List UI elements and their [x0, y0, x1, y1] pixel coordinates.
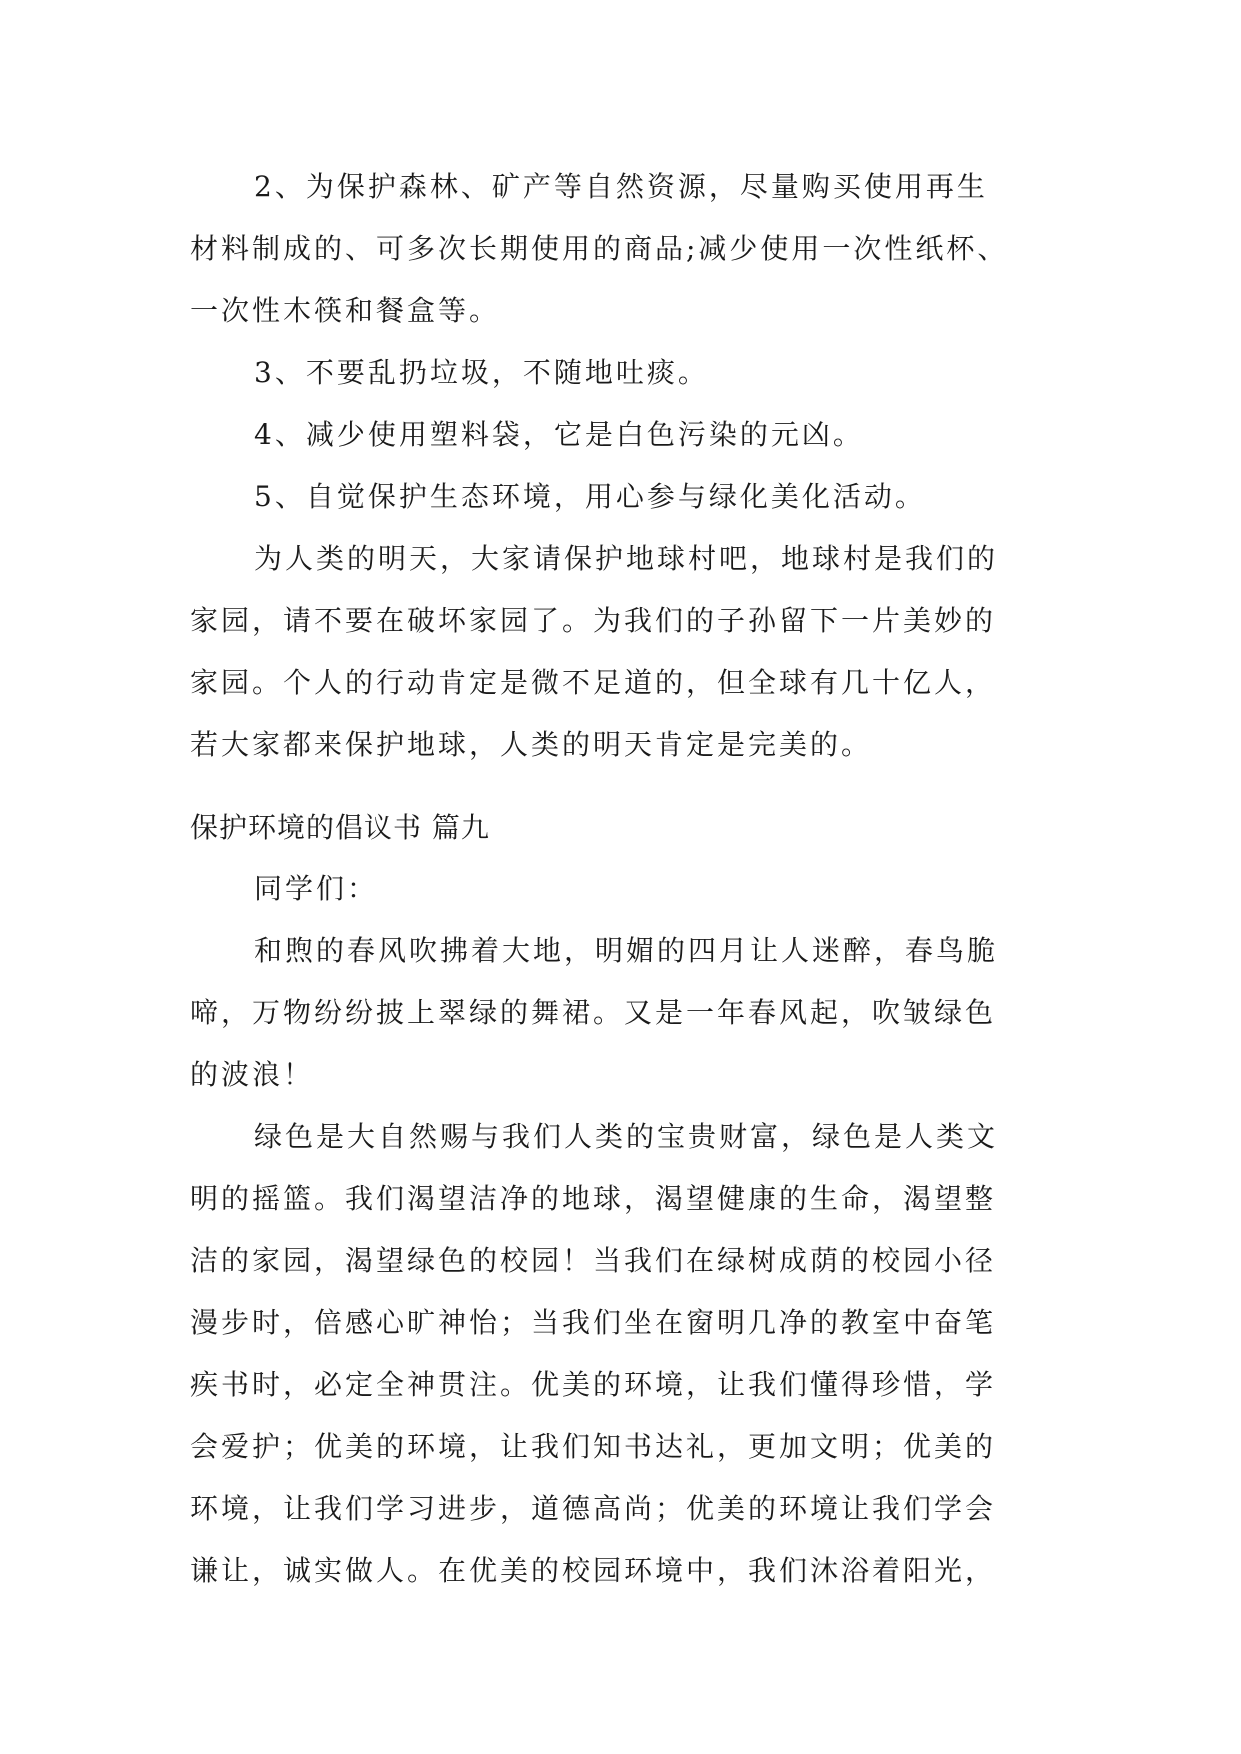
section-heading: 保护环境的倡议书 篇九 [190, 811, 490, 844]
paragraph-line: 材料制成的、可多次长期使用的商品;减少使用一次性纸杯、 [190, 232, 1009, 265]
paragraph-line: 4、减少使用塑料袋，它是白色污染的元凶。 [254, 418, 864, 451]
paragraph-line: 明的摇篮。我们渴望洁净的地球，渴望健康的生命，渴望整 [190, 1182, 997, 1215]
paragraph-line: 3、不要乱扔垃圾，不随地吐痰。 [254, 356, 709, 389]
paragraph-line: 谦让，诚实做人。在优美的校园环境中，我们沐浴着阳光， [190, 1554, 997, 1587]
paragraph-line: 和煦的春风吹拂着大地，明媚的四月让人迷醉，春鸟脆 [254, 934, 999, 967]
paragraph-line: 一次性木筷和餐盒等。 [190, 294, 501, 327]
paragraph-line: 会爱护；优美的环境，让我们知书达礼，更加文明；优美的 [190, 1430, 997, 1463]
paragraph-line: 为人类的明天，大家请保护地球村吧，地球村是我们的 [254, 542, 999, 575]
paragraph-line: 家园。个人的行动肯定是微不足道的，但全球有几十亿人， [190, 666, 997, 699]
paragraph-line: 若大家都来保护地球，人类的明天肯定是完美的。 [190, 728, 873, 761]
paragraph-line: 2、为保护森林、矿产等自然资源，尽量购买使用再生 [254, 170, 988, 203]
paragraph-line: 绿色是大自然赐与我们人类的宝贵财富，绿色是人类文 [254, 1120, 999, 1153]
paragraph-line: 5、自觉保护生态环境，用心参与绿化美化活动。 [254, 480, 926, 513]
paragraph-line: 疾书时，必定全神贯注。优美的环境，让我们懂得珍惜，学 [190, 1368, 997, 1401]
paragraph-line: 家园，请不要在破坏家园了。为我们的子孙留下一片美妙的 [190, 604, 997, 637]
paragraph-line: 漫步时，倍感心旷神怡；当我们坐在窗明几净的教室中奋笔 [190, 1306, 997, 1339]
salutation: 同学们： [254, 872, 379, 905]
paragraph-line: 的波浪！ [190, 1058, 315, 1091]
paragraph-line: 啼，万物纷纷披上翠绿的舞裙。又是一年春风起，吹皱绿色 [190, 996, 997, 1029]
paragraph-line: 环境，让我们学习进步，道德高尚；优美的环境让我们学会 [190, 1492, 997, 1525]
paragraph-line: 洁的家园，渴望绿色的校园！当我们在绿树成荫的校园小径 [190, 1244, 997, 1277]
